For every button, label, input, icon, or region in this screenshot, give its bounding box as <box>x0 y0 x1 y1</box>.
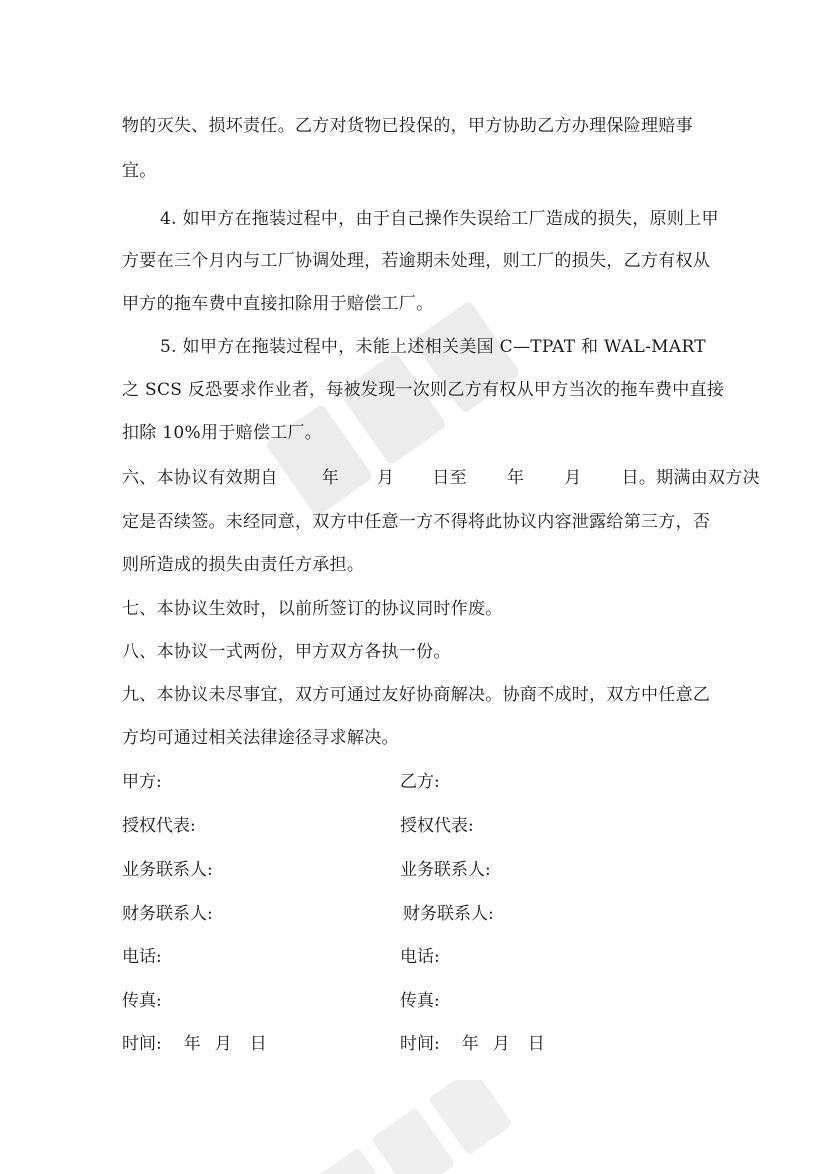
party-b-time-line <box>400 1029 545 1054</box>
party-a-year: 年 <box>183 1034 201 1054</box>
party-b-rep-label: 授权代表: <box>400 816 474 836</box>
clause-6-year: 年 <box>321 468 340 488</box>
party-b-fax-label: 传真: <box>400 991 440 1011</box>
party-a-time-line <box>122 1029 267 1054</box>
paragraph-line: 甲方的拖车费中直接扣除用于赔偿工厂。 <box>122 294 434 314</box>
party-b-month: 月 <box>492 1034 510 1054</box>
party-a-rep-label: 授权代表: <box>122 816 196 836</box>
party-b-label: 乙方: <box>400 772 440 792</box>
paragraph-line: 扣除 10%用于赔偿工厂。 <box>122 423 323 443</box>
clause-6-prefix: 六、本协议有效期自 <box>122 468 278 488</box>
party-b-time-label: 时间: <box>400 1034 440 1054</box>
party-b-phone-label: 电话: <box>400 947 440 967</box>
party-b-year: 年 <box>461 1034 479 1054</box>
paragraph-line: 方要在三个月内与工厂协调处理，若逾期未处理，则工厂的损失，乙方有权从 <box>122 251 711 271</box>
paragraph-line: 5. 如甲方在拖装过程中，未能上述相关美国 C—TPAT 和 WAL-MART <box>160 337 706 357</box>
party-a-label: 甲方: <box>122 772 162 792</box>
clause-6-suffix: 日。期满由双方决 <box>621 468 760 488</box>
clause-6-month-2: 月 <box>564 468 582 488</box>
paragraph-line: 九、本协议未尽事宜，双方可通过友好协商解决。协商不成时，双方中任意乙 <box>122 685 711 705</box>
paragraph-line: 之 SCS 反恐要求作业者，每被发现一次则乙方有权从甲方当次的拖车费中直接 <box>122 380 725 400</box>
party-b-business-contact-label: 业务联系人: <box>400 860 491 880</box>
party-a-day: 日 <box>249 1034 267 1054</box>
party-a-business-contact-label: 业务联系人: <box>122 860 213 880</box>
clause-6-day-to: 日至 <box>432 468 467 488</box>
party-a-phone-label: 电话: <box>122 947 162 967</box>
paragraph-line: 则所造成的损失由责任方承担。 <box>122 555 365 575</box>
clause-8: 八、本协议一式两份，甲方双方各执一份。 <box>122 642 451 662</box>
party-a-finance-contact-label: 财务联系人: <box>122 904 213 924</box>
clause-7: 七、本协议生效时，以前所签订的协议同时作废。 <box>122 599 503 619</box>
paragraph-line: 宜。 <box>122 161 157 181</box>
paragraph-line: 方均可通过相关法律途径寻求解决。 <box>122 728 399 748</box>
paragraph-line: 4. 如甲方在拖装过程中，由于自己操作失误给工厂造成的损失，原则上甲 <box>160 209 719 229</box>
clause-6-month: 月 <box>377 468 395 488</box>
party-b-finance-contact-label: 财务联系人: <box>403 904 494 924</box>
paragraph-line: 定是否续签。未经同意，双方中任意一方不得将此协议内容泄露给第三方，否 <box>122 512 711 532</box>
watermark-logo-bottom <box>300 1080 520 1174</box>
party-a-fax-label: 传真: <box>122 991 162 1011</box>
party-a-time-label: 时间: <box>122 1034 162 1054</box>
clause-6-year-2: 年 <box>506 468 525 488</box>
party-b-day: 日 <box>527 1034 545 1054</box>
party-a-month: 月 <box>214 1034 232 1054</box>
paragraph-line: 物的灭失、损坏责任。乙方对货物已投保的，甲方协助乙方办理保险理赔事 <box>122 116 693 136</box>
clause-6-line <box>122 463 760 488</box>
